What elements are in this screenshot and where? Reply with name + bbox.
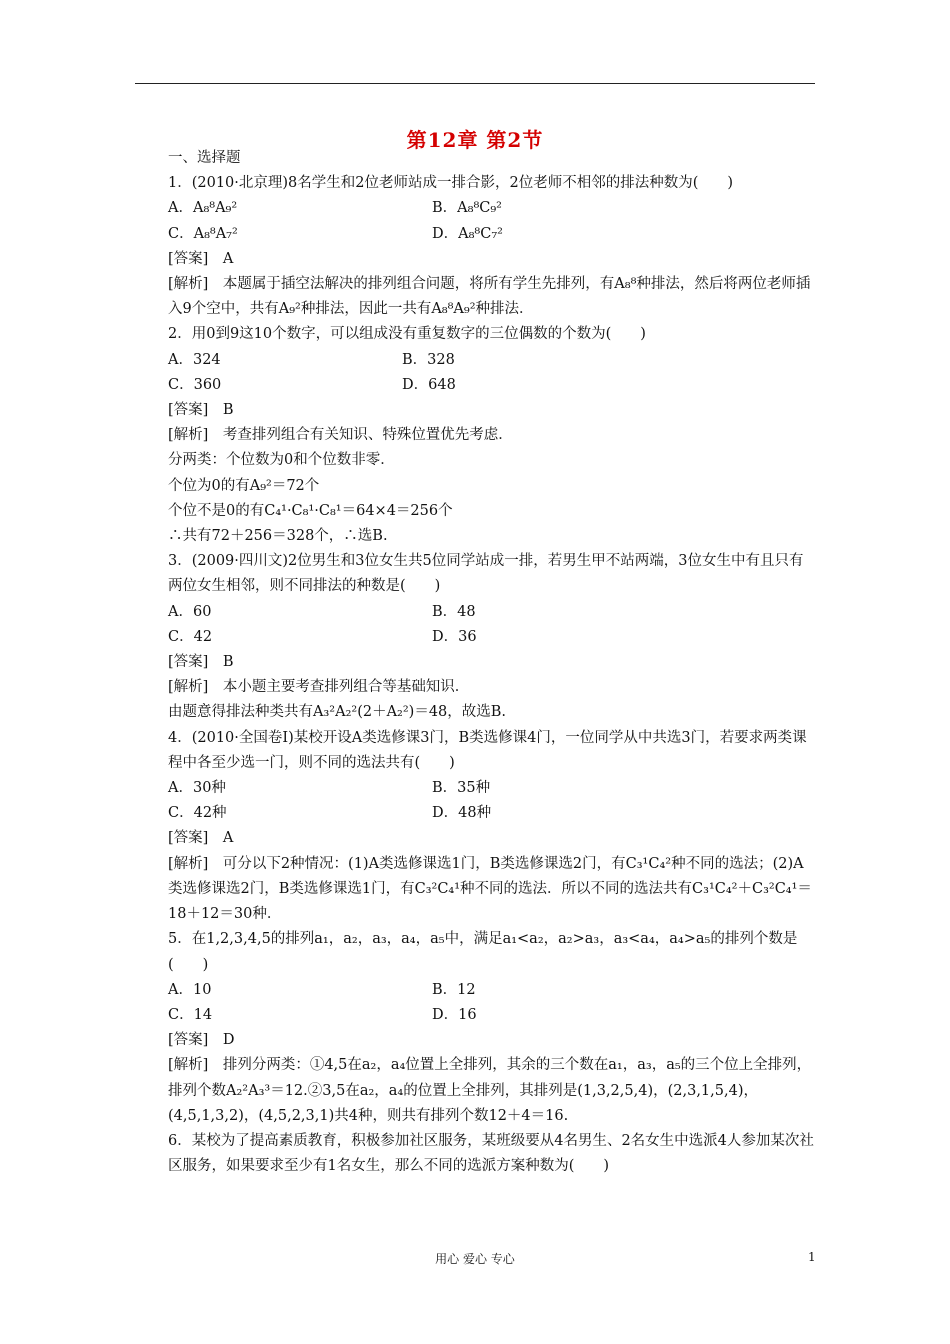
option: B．35种 xyxy=(432,780,491,797)
question-1-answer: [答案] A xyxy=(168,250,234,267)
option: D．A₈⁸C₇² xyxy=(432,225,503,242)
option: C．14 xyxy=(168,1006,213,1023)
question-1-options-row-2 xyxy=(138,222,814,247)
question-2-analysis: [解析] 考查排列组合有关知识、特殊位置优先考虑． xyxy=(168,427,513,444)
page-title: 第12章 第2节 xyxy=(406,128,544,152)
option: A．60 xyxy=(168,603,212,620)
option: A．30种 xyxy=(168,780,226,797)
page-number: 1 xyxy=(808,1250,816,1264)
option: D．648 xyxy=(402,376,456,393)
option: B．48 xyxy=(432,603,476,620)
option: D．48种 xyxy=(432,805,492,822)
header-rule xyxy=(135,83,815,84)
question-1-options-row-1 xyxy=(138,196,814,221)
question-2-options-row-2 xyxy=(138,373,814,398)
question-1-stem: 1．(2010·北京理)8名学生和2位老师站成一排合影，2位老师不相邻的排法种数为( ) xyxy=(168,175,734,192)
question-5-analysis: [解析] 排列分两类：①4,5在a₂，a₄位置上全排列，其余的三个数在a₁，a₃，a₅的三个位上全排列，排列个数A₂²A₃³＝12.②3,5在a₂，a₄的位置上全排列，其排列是(1,3,2,5,4)，(2,3,1,5,4)，(4,5,1,3,2)，(4,5,2,3,1)共4种，则共有排列个数12＋4＝16. xyxy=(168,1057,812,1124)
document-body xyxy=(138,146,814,1179)
option: C．42 xyxy=(168,628,213,645)
option: D．36 xyxy=(432,628,477,645)
question-3-answer: [答案] B xyxy=(168,654,234,671)
question-5-answer: [答案] D xyxy=(168,1032,235,1049)
question-2-step: 个位不是0的有C₄¹·C₈¹·C₈¹＝64×4＝256个 xyxy=(168,502,453,519)
question-3-step: 由题意得排法种类共有A₃²A₂²(2＋A₂²)＝48，故选B. xyxy=(168,704,507,721)
question-2-options-row-1 xyxy=(138,348,814,373)
option: B．A₈⁸C₉² xyxy=(432,200,502,217)
question-6-stem: 6．某校为了提高素质教育，积极参加社区服务，某班级要从4名男生、2名女生中选派4人参加某次社区服务，如果要求至少有1名女生，那么不同的选派方案种数为( ) xyxy=(168,1132,814,1175)
question-4-options-row-1 xyxy=(138,776,814,801)
question-2-step: 个位为0的有A₉²＝72个 xyxy=(168,477,320,494)
question-3-options-row-1 xyxy=(138,600,814,625)
option: D．16 xyxy=(432,1006,477,1023)
question-3-options-row-2 xyxy=(138,625,814,650)
page-footer: 用心 爱心 专心 xyxy=(435,1252,515,1266)
question-2-answer: [答案] B xyxy=(168,402,234,419)
question-4-answer: [答案] A xyxy=(168,830,234,847)
question-3-stem: 3．(2009·四川文)2位男生和3位女生共5位同学站成一排，若男生甲不站两端，3位女生中有且只有两位女生相邻，则不同排法的种数是( ) xyxy=(168,553,804,595)
question-5-stem: 5．在1,2,3,4,5的排列a₁，a₂，a₃，a₄，a₅中，满足a₁<a₂，a₂>a₃，a₃<a₄，a₄>a₅的排列个数是( ) xyxy=(168,931,798,973)
question-2-step: 分两类：个位数为0和个位数非零． xyxy=(168,452,395,469)
question-4-analysis: [解析] 可分以下2种情况：(1)A类选修课选1门，B类选修课选2门，有C₃¹C₄²种不同的选法；(2)A类选修课选2门，B类选修课选1门，有C₃²C₄¹种不同的选法．所以不同的选法共有C₃¹C₄²＋C₃²C₄¹＝18＋12＝30种． xyxy=(168,855,812,923)
question-5-options-row-1 xyxy=(138,978,814,1003)
section-heading: 一、选择题 xyxy=(168,150,241,166)
question-2-step: ∴共有72＋256＝328个，∴选B. xyxy=(168,528,388,545)
option: B．12 xyxy=(432,981,476,998)
question-1-analysis: [解析] 本题属于插空法解决的排列组合问题，将所有学生先排列，有A₈⁸种排法，然后将两位老师插入9个空中，共有A₉²种排法，因此一共有A₈⁸A₉²种排法． xyxy=(168,276,811,318)
option: C．42种 xyxy=(168,805,227,822)
question-4-options-row-2 xyxy=(138,801,814,826)
question-2-stem: 2．用0到9这10个数字，可以组成没有重复数字的三位偶数的个数为( ) xyxy=(168,326,646,343)
option: C．360 xyxy=(168,376,222,393)
option: A．10 xyxy=(168,981,212,998)
option: C．A₈⁸A₇² xyxy=(168,225,238,242)
question-4-stem: 4．(2010·全国卷Ⅰ)某校开设A类选修课3门，B类选修课4门，一位同学从中共选3门，若要求两类课程中各至少选一门，则不同的选法共有( ) xyxy=(168,729,807,771)
option: A．324 xyxy=(168,351,221,368)
question-3-analysis: [解析] 本小题主要考查排列组合等基础知识． xyxy=(168,679,470,696)
option: A．A₈⁸A₉² xyxy=(168,200,238,217)
option: B．328 xyxy=(402,351,455,368)
question-5-options-row-2 xyxy=(138,1003,814,1028)
